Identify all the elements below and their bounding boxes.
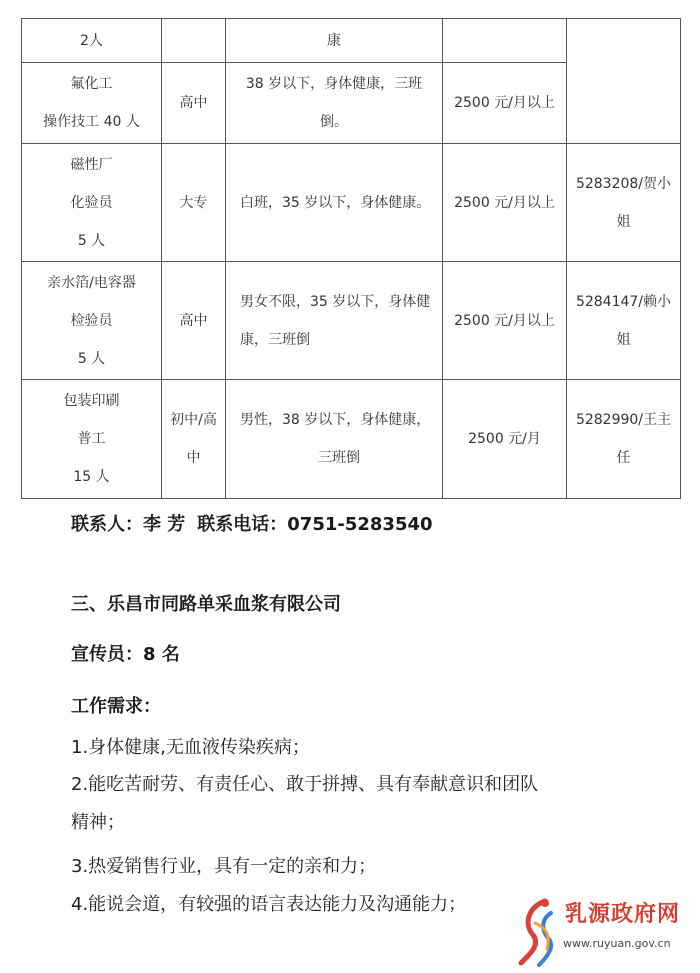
cell-pay: 2500 元/月以上 [443,262,567,380]
cell-requirement: 康 [226,19,443,63]
cell-education: 大专 [162,144,226,262]
cell-position: 磁性厂 化验员 5 人 [22,144,162,262]
requirement-item: 4.能说会道，有较强的语言表达能力及沟通能力； [71,894,467,915]
section-title: 三、乐昌市同路单采血浆有限公司 [71,594,341,615]
cell-education: 高中 [162,63,226,144]
cell-education: 初中/高 中 [162,380,226,499]
position-heading: 宣传员：8 名 [71,644,180,665]
cell-position: 氟化工 操作技工 40 人 [22,63,162,144]
cell-pay: 2500 元/月 [443,380,567,499]
requirement-item: 1.身体健康,无血液传染疾病； [71,737,310,758]
cell-requirement: 男女不限，35 岁以下，身体健 康，三班倒 [226,262,443,380]
cell-contact: 5282990/王主 任 [567,380,681,499]
cell-position: 包装印刷 普工 15 人 [22,380,162,499]
cell-requirement: 男性，38 岁以下，身体健康， 三班倒 [226,380,443,499]
requirement-item: 3.热爱销售行业，具有一定的亲和力； [71,856,377,877]
cell-pay [443,19,567,63]
cell-education: 高中 [162,262,226,380]
cell-contact [567,19,681,63]
job-table [21,18,681,499]
cell-position: 亲水箔/电容器 检验员 5 人 [22,262,162,380]
table-row [22,19,681,63]
cell-education [162,19,226,63]
cell-contact: 5284147/赖小 姐 [567,262,681,380]
requirements-heading: 工作需求： [71,696,161,717]
watermark-url: www.ruyuan.gov.cn [563,937,671,950]
table-row [22,262,681,380]
table-row [22,63,681,144]
cell-position: 2人 [22,19,162,63]
cell-contact [567,63,681,144]
requirement-item: 精神； [71,812,125,833]
cell-requirement: 白班，35 岁以下，身体健康。 [226,144,443,262]
dragon-logo-icon [515,893,565,969]
table-row [22,144,681,262]
cell-pay: 2500 元/月以上 [443,144,567,262]
cell-requirement: 38 岁以下，身体健康，三班 倒。 [226,63,443,144]
contact-phone: 联系电话：0751-5283540 [197,514,433,535]
requirement-item: 2.能吃苦耐劳、有责任心、敢于拼搏、具有奉献意识和团队 [71,774,539,795]
cell-contact: 5283208/贺小 姐 [567,144,681,262]
site-watermark [515,893,700,969]
contact-line [71,510,433,536]
table-row [22,380,681,499]
cell-pay: 2500 元/月以上 [443,63,567,144]
watermark-name: 乳源政府网 [565,901,681,927]
contact-person: 联系人：李 芳 [71,514,186,535]
